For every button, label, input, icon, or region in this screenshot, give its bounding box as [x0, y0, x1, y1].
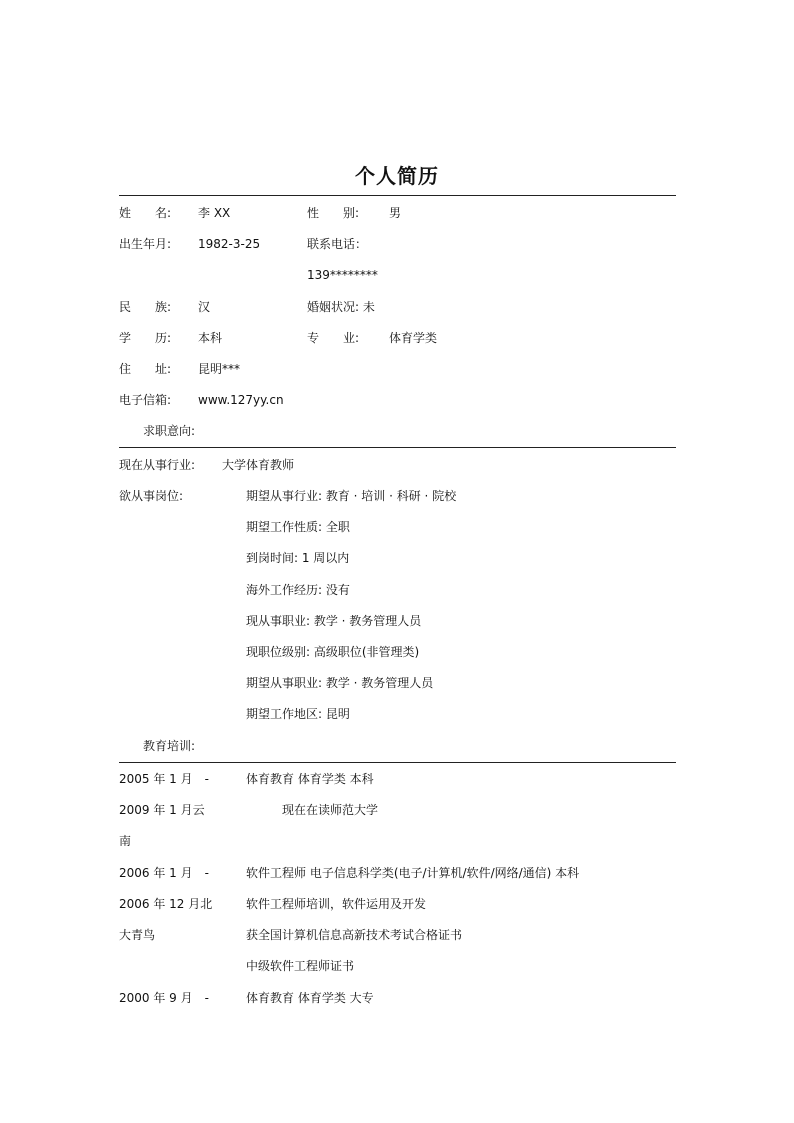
- ethnicity-label: 民 族:: [119, 300, 172, 314]
- email-value: www.127yy.cn: [198, 393, 284, 407]
- major-label: 专 业:: [307, 331, 360, 345]
- intention-item: 期望从事职业: 教学 · 教务管理人员: [246, 676, 434, 690]
- intention-item: 期望从事行业: 教育 · 培训 · 科研 · 院校: [246, 489, 457, 503]
- address-label: 住 址:: [119, 362, 172, 376]
- education-row-left: 2006 年 1 月 -: [119, 866, 209, 880]
- education-row-left: 2005 年 1 月 -: [119, 772, 209, 786]
- education-row-right: 现在在读师范大学: [282, 803, 379, 817]
- current-industry-label: 现在从事行业:: [119, 458, 196, 472]
- education-value: 本科: [198, 331, 223, 345]
- education-row-right: 获全国计算机信息高新技术考试合格证书: [246, 928, 463, 942]
- name-value: 李 XX: [198, 206, 231, 220]
- education-row-right: 软件工程师 电子信息科学类(电子/计算机/软件/网络/通信) 本科: [246, 866, 580, 880]
- name-label: 姓 名:: [119, 206, 172, 220]
- education-row-right: 软件工程师培训，软件运用及开发: [246, 897, 427, 911]
- page-title: 个人简历: [355, 164, 439, 188]
- intention-item: 现职位级别: 高级职位(非管理类): [246, 645, 420, 659]
- intention-item: 到岗时间: 1 周以内: [246, 551, 350, 565]
- intention-section-label: 求职意向:: [143, 424, 196, 438]
- marital-status: 婚姻状况: 未: [307, 300, 375, 314]
- education-row-right: 体育教育 体育学类 本科: [246, 772, 374, 786]
- intention-item: 现从事职业: 教学 · 教务管理人员: [246, 614, 422, 628]
- phone-label: 联系电话：: [307, 237, 368, 251]
- address-value: 昆明***: [198, 362, 241, 376]
- education-label: 学 历:: [119, 331, 172, 345]
- intention-item: 期望工作性质: 全职: [246, 520, 350, 534]
- intention-item: 海外工作经历: 没有: [246, 583, 350, 597]
- gender-value: 男: [389, 206, 402, 220]
- phone-value: 139********: [307, 268, 378, 282]
- title-divider: [119, 195, 676, 196]
- birth-value: 1982-3-25: [198, 237, 261, 251]
- education-section-label: 教育培训:: [143, 739, 196, 753]
- intention-item: 期望工作地区: 昆明: [246, 707, 350, 721]
- ethnicity-value: 汉: [198, 300, 211, 314]
- intention-divider: [119, 447, 676, 448]
- education-row-left: 2006 年 12 月北: [119, 897, 213, 911]
- education-row-left: 南: [119, 834, 132, 848]
- education-row-right: 中级软件工程师证书: [246, 959, 355, 973]
- education-row-left: 2000 年 9 月 -: [119, 991, 209, 1005]
- desired-position-label: 欲从事岗位:: [119, 489, 184, 503]
- email-label: 电子信箱:: [119, 393, 172, 407]
- education-row-left: 大青鸟: [119, 928, 156, 942]
- education-row-right: 体育教育 体育学类 大专: [246, 991, 374, 1005]
- current-industry-value: 大学体育教师: [222, 458, 295, 472]
- major-value: 体育学类: [389, 331, 438, 345]
- education-row-left: 2009 年 1 月云: [119, 803, 205, 817]
- education-divider: [119, 762, 676, 763]
- gender-label: 性 别:: [307, 206, 360, 220]
- birth-label: 出生年月:: [119, 237, 172, 251]
